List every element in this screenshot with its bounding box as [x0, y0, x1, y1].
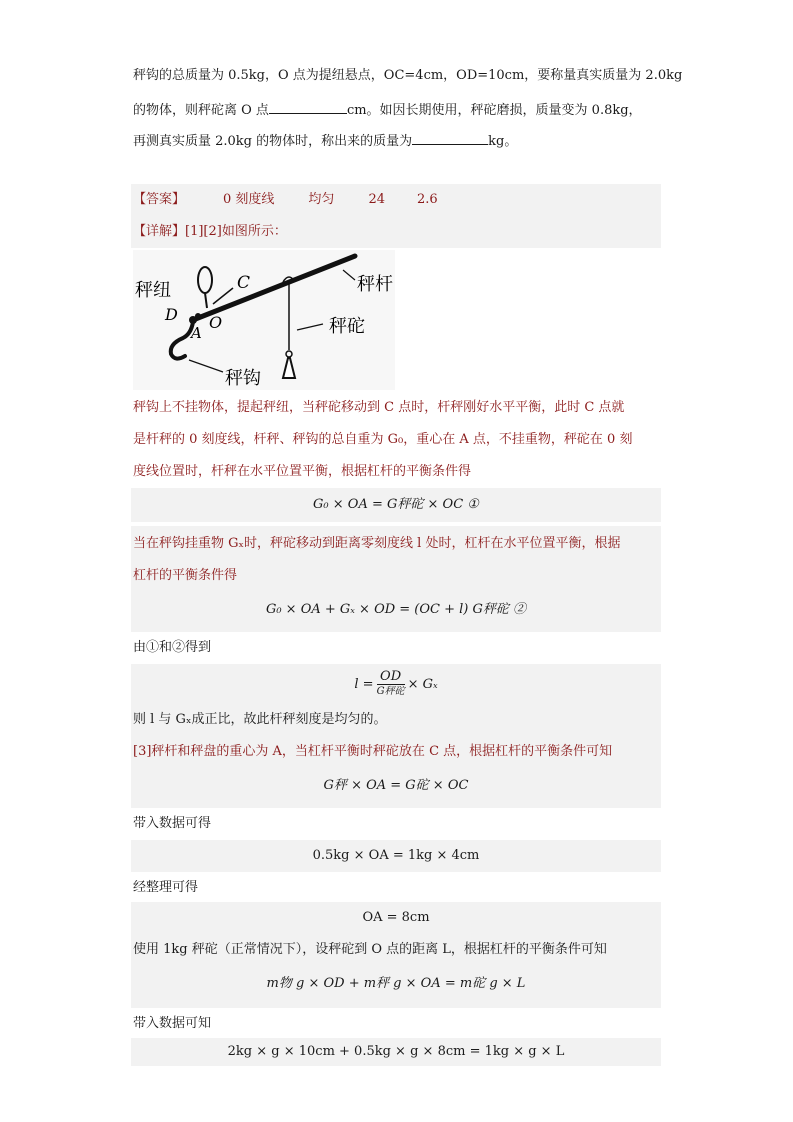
solution-p2-line-2: 杠杆的平衡条件得: [133, 568, 238, 583]
solution-p1-line-1: 秤钩上不挂物体，提起秤纽，当秤砣移动到 C 点时，杆秤刚好水平平衡，此时 C 点就: [133, 400, 625, 415]
weight-ring-shape: [286, 351, 292, 357]
eq3-numerator: OD: [377, 670, 405, 685]
label-d: D: [165, 305, 178, 324]
answer-item-2: 均匀: [308, 192, 335, 207]
solution-p3: 由①和②得到: [133, 640, 212, 655]
answer-item-1: 0 刻度线: [223, 192, 275, 207]
c-pointer-shape: [213, 288, 233, 304]
steelyard-svg: [133, 250, 395, 390]
equation-2: G₀ × OA + Gₓ × OD = (OC + l) G秤砣 ②: [265, 602, 527, 617]
answer-blank-1[interactable]: [269, 99, 347, 114]
knob-stem-shape: [205, 293, 207, 308]
label-a: A: [191, 324, 202, 342]
steelyard-diagram: [133, 250, 395, 390]
solution-p9: 带入数据可知: [133, 1016, 212, 1031]
solution-p4: 则 l 与 Gₓ成正比，故此杆秤刻度是均匀的。: [133, 712, 387, 727]
detail-tag: 【详解】: [133, 224, 186, 239]
question-line-2-a: 的物体，则秤砣离 O 点: [133, 103, 269, 118]
answer-item-3: 24: [368, 192, 385, 207]
solution-p1-line-3: 度线位置时，杆秤在水平位置平衡，根据杠杆的平衡条件得: [133, 464, 472, 479]
rod-shape: [193, 256, 355, 320]
answer-blank-2[interactable]: [412, 130, 488, 145]
question-line-2-b: cm。如因长期使用，秤砣磨损，质量变为 0.8kg，: [346, 103, 642, 118]
label-weight: 秤砣: [329, 316, 365, 337]
eq3-denominator: G秤砣: [376, 686, 405, 697]
hook-shape: [171, 322, 193, 359]
eq3-rhs: × Gₓ: [407, 677, 438, 692]
weight-pointer-shape: [297, 324, 323, 330]
detail-intro: [1][2]如图所示：: [185, 224, 287, 239]
question-line-3: [133, 130, 517, 152]
label-o: O: [209, 313, 223, 332]
label-hook: 秤钩: [225, 368, 261, 389]
label-c: C: [237, 273, 251, 293]
eq3-fraction: [377, 670, 405, 699]
answer-item-4: 2.6: [416, 192, 438, 207]
detail-line: [133, 222, 287, 242]
solution-p5: [3]秤杆和秤盘的重心为 A，当杠杆平衡时秤砣放在 C 点，根据杠杆的平衡条件可知: [133, 744, 613, 759]
knob-loop-shape: [198, 267, 212, 293]
rod-pointer-shape: [343, 270, 355, 280]
answer-line: [133, 190, 438, 210]
weight-shape: [283, 358, 295, 378]
solution-p2-line-1: 当在秤钩挂重物 Gₓ时，秤砣移动到距离零刻度线 l 处时，杠杆在水平位置平衡，根据: [133, 536, 621, 551]
label-knob: 秤纽: [135, 280, 171, 301]
question-line-3-b: kg。: [488, 134, 518, 149]
label-rod: 秤杆: [357, 274, 393, 295]
equation-8: 2kg × g × 10cm + 0.5kg × g × 8cm = 1kg × g × L: [227, 1044, 565, 1059]
equation-1: G₀ × OA = G秤砣 × OC ①: [313, 497, 479, 512]
equation-6: OA = 8cm: [362, 910, 430, 925]
solution-p8: 使用 1kg 秤砣（正常情况下），设秤砣到 O 点的距离 L，根据杠杆的平衡条件可知: [133, 942, 607, 957]
hook-pointer-shape: [189, 360, 223, 372]
solution-p6: 带入数据可得: [133, 816, 212, 831]
a-point-shape: [195, 313, 201, 319]
equation-4: G秤 × OA = G砣 × OC: [323, 778, 469, 793]
equation-7: m物 g × OD + m秤 g × OA = m砣 g × L: [266, 976, 526, 991]
question-line-3-a: 再测真实质量 2.0kg 的物体时，称出来的质量为: [133, 134, 413, 149]
solution-p7: 经整理可得: [133, 880, 199, 895]
question-line-1: 秤钩的总质量为 0.5kg，O 点为提纽悬点，OC=4cm，OD=10cm，要称量真实质量为 2.0kg: [133, 68, 683, 83]
eq3-lhs: l =: [354, 677, 374, 692]
solution-p1-line-2: 是杆秤的 0 刻度线，杆秤、秤钩的总自重为 G₀，重心在 A 点，不挂重物，秤砣在 0 刻: [133, 432, 633, 447]
answer-tag: 【答案】: [133, 192, 186, 207]
equation-3: [131, 668, 661, 702]
question-line-2: [133, 99, 642, 121]
equation-5: 0.5kg × OA = 1kg × 4cm: [312, 848, 480, 863]
